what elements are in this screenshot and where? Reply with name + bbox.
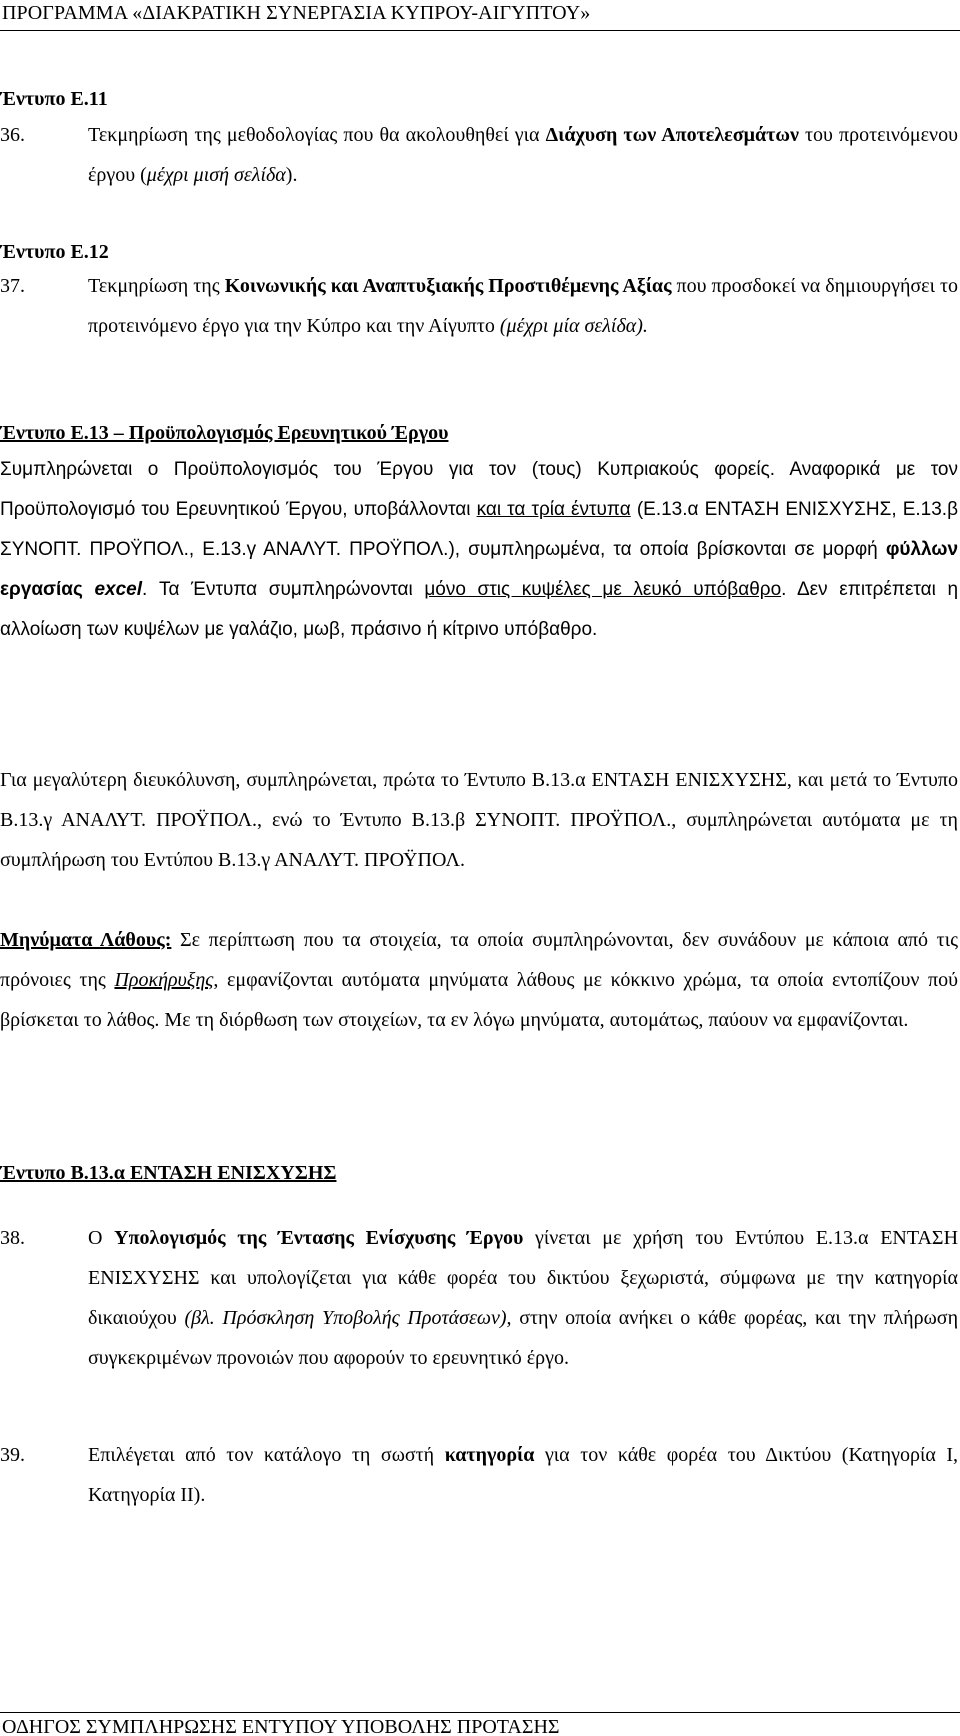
page-header xyxy=(0,0,960,31)
item-38 xyxy=(0,1218,958,1378)
order-paragraph: Για μεγαλύτερη διευκόλυνση, συμπληρώνεται, πρώτα το Έντυπο Β.13.α ΕΝΤΑΣΗ ΕΝΙΣΧΥΣΗΣ, και μετά το Έντυπο Β.13.γ ΑΝΑΛΥΤ. ΠΡΟΫΠΟΛ., ενώ το Έντυπο Β.13.β ΣΥΝΟΠΤ. ΠΡΟΫΠΟΛ., συμπληρώνεται αυτόματα με τη συμπλήρωση του Εντύπου Β.13.γ ΑΝΑΛΥΤ. ΠΡΟΫΠΟΛ. xyxy=(0,769,958,871)
form-e12-label: Έντυπο Ε.12 xyxy=(0,241,109,263)
item-36 xyxy=(0,115,958,195)
page-footer xyxy=(0,1712,960,1736)
item-text: Τεκμηρίωση της μεθοδολογίας που θα ακολουθηθεί για Διάχυση των Αποτελεσμάτων του προτεινόμενου έργου (μέχρι μισή σελίδα). xyxy=(88,124,958,186)
form-e13-label: Έντυπο Ε.13 – Προϋπολογισμός Ερευνητικού Έργου xyxy=(0,422,449,444)
item-37 xyxy=(0,266,958,346)
item-number: 38. xyxy=(0,1227,25,1249)
item-number: 36. xyxy=(0,124,25,146)
error-messages-paragraph: Μηνύματα Λάθους: Σε περίπτωση που τα στοιχεία, τα οποία συμπληρώνονται, δεν συνάδουν με κάποια από τις πρόνοιες της Προκήρυξης, εμφανίζονται αυτόματα μηνύματα λάθους με κόκκινο χρώμα, τα οποία εντοπίζουν πού βρίσκεται το λάθος. Με τη διόρθωση των στοιχείων, τα εν λόγω μηνύματα, αυτομάτως, παύουν να εμφανίζονται. xyxy=(0,929,959,1031)
item-number: 39. xyxy=(0,1444,25,1466)
item-text: Επιλέγεται από τον κατάλογο τη σωστή κατηγορία για τον κάθε φορέα του Δικτύου (Κατηγορία Ι, Κατηγορία ΙΙ). xyxy=(88,1444,959,1506)
budget-paragraph: Συμπληρώνεται ο Προϋπολογισμός του Έργου για τον (τους) Κυπριακούς φορείς. Αναφορικά με τον Προϋπολογισμό του Ερευνητικού Έργου, υποβάλλονται και τα τρία έντυπα (Ε.13.α ΕΝΤΑΣΗ ΕΝΙΣΧΥΣΗΣ, Ε.13.β ΣΥΝΟΠΤ. ΠΡΟΫΠΟΛ., Ε.13.γ ΑΝΑΛΥΤ. ΠΡΟΫΠΟΛ.), συμπληρωμένα, τα οποία βρίσκονται σε μορφή φύλλων εργασίας excel. Τα Έντυπα συμπληρώνονται μόνο στις κυψέλες με λευκό υπόβαθρο. Δεν επιτρέπεται η αλλοίωση των κυψέλων με γαλάζιο, μωβ, πράσινο ή κίτρινο υπόβαθρο. xyxy=(0,459,959,640)
form-e11-label: Έντυπο Ε.11 xyxy=(0,88,108,110)
item-text: Ο Υπολογισμός της Έντασης Ενίσχυσης Έργου γίνεται με χρήση του Εντύπου Ε.13.α ΕΝΤΑΣΗ ΕΝΙΣΧΥΣΗΣ και υπολογίζεται για κάθε φορέα του δικτύου ξεχωριστά, σύμφωνα με την κατηγορία δικαιούχου (βλ. Πρόσκληση Υποβολής Προτάσεων), στην οποία ανήκει ο κάθε φορέας, και την πλήρωση συγκεκριμένων προνοιών που αφορούν το ερευνητικό έργο. xyxy=(88,1227,959,1369)
item-text: Τεκμηρίωση της Κοινωνικής και Αναπτυξιακής Προστιθέμενης Αξίας που προσδοκεί να δημιουργήσει το προτεινόμενο έργο για την Κύπρο και την Αίγυπτο (μέχρι μία σελίδα). xyxy=(88,275,959,337)
item-number: 37. xyxy=(0,275,25,297)
form-b13a-label: Έντυπο Β.13.α ΕΝΤΑΣΗ ΕΝΙΣΧΥΣΗΣ xyxy=(0,1162,337,1184)
footer-text: ΟΔΗΓΟΣ ΣΥΜΠΛΗΡΩΣΗΣ ΕΝΤΥΠΟΥ ΥΠΟΒΟΛΗΣ ΠΡΟΤΑΣΗΣ xyxy=(2,1716,560,1736)
header-title: ΠΡΟΓΡΑΜΜΑ «ΔΙΑΚΡΑΤΙΚΗ ΣΥΝΕΡΓΑΣΙΑ ΚΥΠΡΟΥ-ΑΙΓΥΠΤΟΥ» xyxy=(2,2,591,24)
item-39 xyxy=(0,1435,958,1515)
